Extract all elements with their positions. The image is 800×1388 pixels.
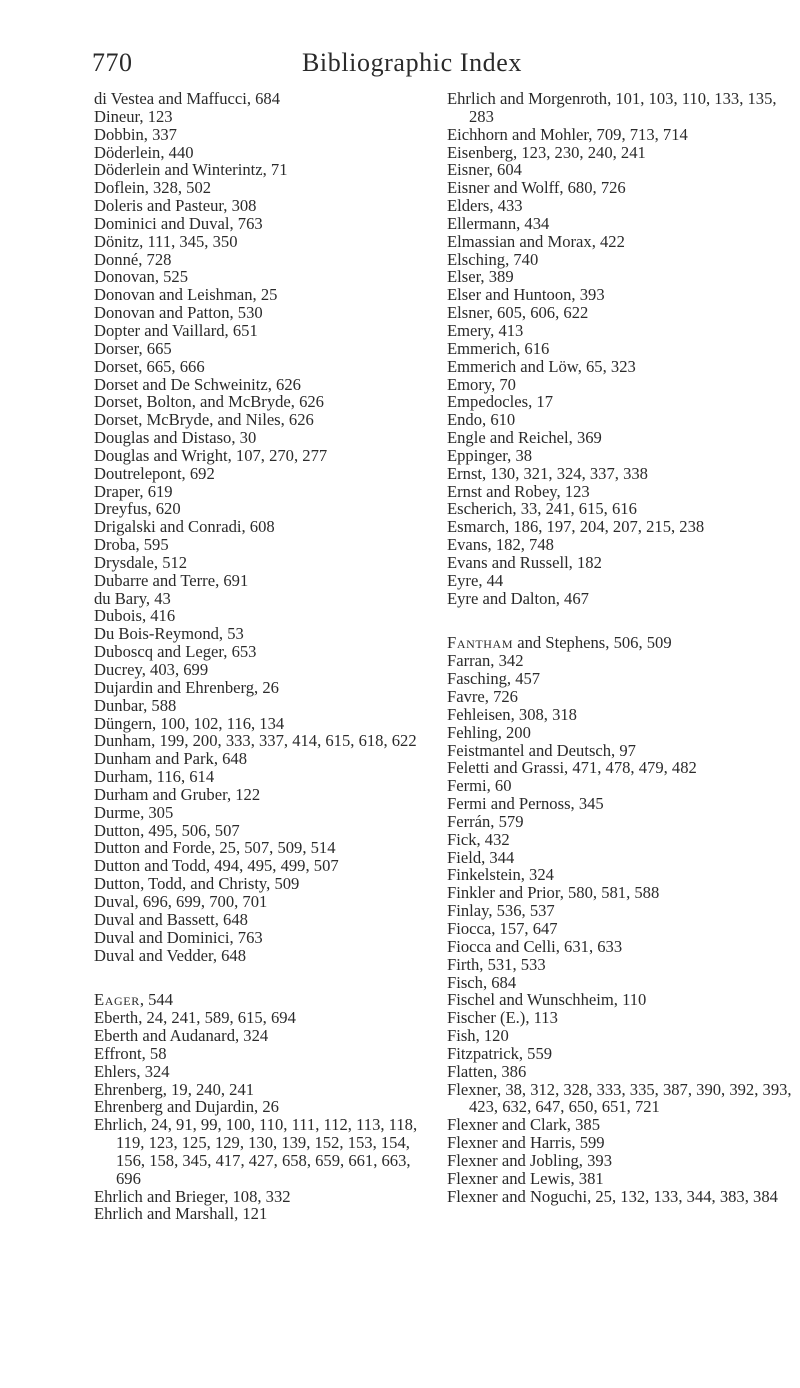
index-entry: Dutton, 495, 506, 507 [94,820,240,840]
index-entry: du Bary, 43 [94,588,171,608]
index-entry: Fehleisen, 308, 318 [447,704,577,724]
index-entry: Fisch, 684 [447,972,517,992]
f-entries [447,652,792,1205]
index-entry: Dopter and Vaillard, 651 [94,320,258,340]
page-number: 770 [92,48,133,77]
index-entry: Douglas and Wright, 107, 270, 277 [94,445,328,465]
index-entry: Emory, 70 [447,374,516,394]
index-entry: Eberth, 24, 241, 589, 615, 694 [94,1008,296,1028]
index-entry: Flexner and Noguchi, 25, 132, 133, 344, 383, 384 [447,1186,778,1206]
index-entry: Ehrenberg and Dujardin, 26 [94,1097,279,1117]
index-entry: Düngern, 100, 102, 116, 134 [94,713,285,733]
index-entry: Ernst and Robey, 123 [447,481,590,501]
index-entry: Feletti and Grassi, 471, 478, 479, 482 [447,758,697,778]
index-entry: Doleris and Pasteur, 308 [94,196,257,216]
index-entry: Finkelstein, 324 [447,865,554,885]
index-entry: Effront, 58 [94,1043,167,1063]
index-entry: Dorset, 665, 666 [94,356,205,376]
index-entry: Ehrlich, 24, 91, 99, 100, 110, 111, 112, 113, 118, 119, 123, 125, 129, 130, 139, 152, 153, 154, 156, 158, 345, 417, 427, 658, 659, 661, 663, 696 [94,1115,418,1188]
index-entry: Doflein, 328, 502 [94,178,212,198]
index-entry: Droba, 595 [94,535,169,555]
index-entry: Döderlein and Winterintz, 71 [94,160,288,180]
index-entry: Fitzpatrick, 559 [447,1043,553,1063]
section-lead-rest: and Stephens, 506, 509 [513,633,672,653]
index-entry [94,991,424,1009]
index-entry: Elser, 389 [447,267,514,287]
index-entry: Duboscq and Leger, 653 [94,642,257,662]
index-entry: Eppinger, 38 [447,445,533,465]
index-entry: Esmarch, 186, 197, 204, 207, 215, 238 [447,517,705,537]
running-title: Bibliographic Index [301,48,523,77]
index-entry: Emmerich, 616 [447,338,550,358]
index-entry: Eberth and Audanard, 324 [94,1026,269,1046]
index-entry: Ducrey, 403, 699 [94,660,209,679]
index-entry: Flexner and Harris, 599 [447,1133,605,1153]
index-entry: Flexner and Clark, 385 [447,1115,600,1135]
index-entry: Fiocca, 157, 647 [447,918,558,938]
index-entry: Doutrelepont, 692 [94,463,215,483]
section-lead-rest: , 544 [139,990,173,1010]
index-entry: Fasching, 457 [447,669,541,689]
index-entry: Döderlein, 440 [94,142,194,162]
index-entry: Elser and Huntoon, 393 [447,285,605,305]
index-entry: Empedocles, 17 [447,392,553,412]
index-entry: Evans, 182, 748 [447,535,554,555]
index-entry: Douglas and Distaso, 30 [94,428,257,448]
index-entry: Dominici and Duval, 763 [94,213,263,233]
index-entry: Dönitz, 111, 345, 350 [94,231,238,251]
index-entry: Dubarre and Terre, 691 [94,570,249,590]
index-entry: Duval and Bassett, 648 [94,909,248,929]
index-entry: Ehrenberg, 19, 240, 241 [94,1079,255,1099]
index-entry: Dunham and Park, 648 [94,749,248,769]
index-entry: Duval and Vedder, 648 [94,945,247,965]
index-entry: Eyre and Dalton, 467 [447,588,589,608]
index-entry: Donovan and Leishman, 25 [94,285,278,305]
index-entry: Durham, 116, 614 [94,767,215,787]
index-entry: Fermi, 60 [447,776,512,796]
index-entry: Flexner and Jobling, 393 [447,1150,612,1170]
index-entry: Evans and Russell, 182 [447,552,602,572]
section-lead-name: Eager [94,990,140,1010]
index-entry: Dunham, 199, 200, 333, 337, 414, 615, 618, 622 [94,731,417,751]
index-entry: Ernst, 130, 321, 324, 337, 338 [447,463,648,483]
index-entry: Durme, 305 [94,802,174,822]
page-header [92,48,732,88]
index-entry: Fischel and Wunschheim, 110 [447,990,647,1010]
index-entry: Drysdale, 512 [94,552,188,572]
index-entry: Endo, 610 [447,410,516,430]
index-entry: Dorset, Bolton, and McBryde, 626 [94,392,324,412]
index-entry: Fischer (E.), 113 [447,1008,558,1028]
index-entry [447,634,792,652]
index-entry: Dutton and Todd, 494, 495, 499, 507 [94,856,339,876]
index-entry: Finlay, 536, 537 [447,901,555,921]
index-entry: Fick, 432 [447,829,510,849]
e-entries [94,1009,424,1223]
index-entry: Dorser, 665 [94,338,172,358]
index-entry: Elders, 433 [447,196,523,216]
index-entry: Dujardin and Ehrenberg, 26 [94,677,279,697]
index-entry: Drigalski and Conradi, 608 [94,517,275,537]
index-entry: Duval and Dominici, 763 [94,927,263,947]
index-entry: Draper, 619 [94,481,173,501]
index-entry: Dunbar, 588 [94,695,177,715]
index-entry: Ehrlich and Morgenroth, 101, 103, 110, 133, 135, 283 [447,89,777,126]
index-entry: Eisner, 604 [447,160,522,180]
index-entry: di Vestea and Maffucci, 684 [94,89,281,108]
section-lead-name: Fantham [447,633,514,653]
index-entry: Flexner, 38, 312, 328, 333, 335, 387, 390, 392, 393, 423, 632, 647, 650, 651, 721 [447,1079,792,1117]
index-entry: Fish, 120 [447,1026,509,1046]
index-entry: Dutton, Todd, and Christy, 509 [94,874,300,894]
index-entry: Ehrlich and Marshall, 121 [94,1204,268,1224]
e-entries-continued [447,90,792,607]
index-entry: Favre, 726 [447,687,518,706]
index-entry: Eichhorn and Mohler, 709, 713, 714 [447,124,688,144]
index-entry: Dineur, 123 [94,106,173,126]
index-entry: Donovan and Patton, 530 [94,303,263,323]
index-entry: Dorset and De Schweinitz, 626 [94,374,301,394]
section-gap [447,607,792,634]
index-entry: Ehrlich and Brieger, 108, 332 [94,1186,291,1206]
index-entry: Elsching, 740 [447,249,539,269]
index-entry: Ehlers, 324 [94,1061,170,1081]
index-entry: Feistmantel and Deutsch, 97 [447,740,636,760]
left-column [94,90,424,1223]
index-entry: Ellermann, 434 [447,213,550,233]
index-entry: Dorset, McBryde, and Niles, 626 [94,410,314,430]
index-entry: Eisenberg, 123, 230, 240, 241 [447,142,646,162]
index-entry: Flexner and Lewis, 381 [447,1168,604,1188]
index-entry: Fehling, 200 [447,722,531,742]
index-entry: Emery, 413 [447,320,524,340]
index-entry: Emmerich and Löw, 65, 323 [447,356,636,376]
index-entry: Eisner and Wolff, 680, 726 [447,178,626,198]
index-entry: Dreyfus, 620 [94,499,181,519]
index-entry: Donné, 728 [94,249,172,269]
index-entry: Eyre, 44 [447,570,504,590]
index-entry: Engle and Reichel, 369 [447,428,602,448]
index-entry: Fiocca and Celli, 631, 633 [447,936,623,956]
index-entry: Dutton and Forde, 25, 507, 509, 514 [94,838,336,858]
index-entry: Farran, 342 [447,651,524,671]
index-entry: Ferrán, 579 [447,811,524,831]
index-entry: Escherich, 33, 241, 615, 616 [447,499,637,519]
index-entry: Fermi and Pernoss, 345 [447,794,604,814]
index-entry: Field, 344 [447,847,515,867]
section-gap [94,964,424,991]
index-entry: Finkler and Prior, 580, 581, 588 [447,883,660,903]
index-entry: Dobbin, 337 [94,124,177,144]
d-entries [94,90,424,964]
index-entry: Elmassian and Morax, 422 [447,231,625,251]
index-entry: Flatten, 386 [447,1061,527,1081]
index-entry: Dubois, 416 [94,606,176,626]
index-entry: Firth, 531, 533 [447,954,546,974]
index-entry: Donovan, 525 [94,267,189,287]
right-column [447,90,792,1205]
index-entry: Elsner, 605, 606, 622 [447,303,589,323]
index-entry: Durham and Gruber, 122 [94,784,261,804]
index-entry: Du Bois-Reymond, 53 [94,624,244,644]
index-entry: Duval, 696, 699, 700, 701 [94,891,268,911]
